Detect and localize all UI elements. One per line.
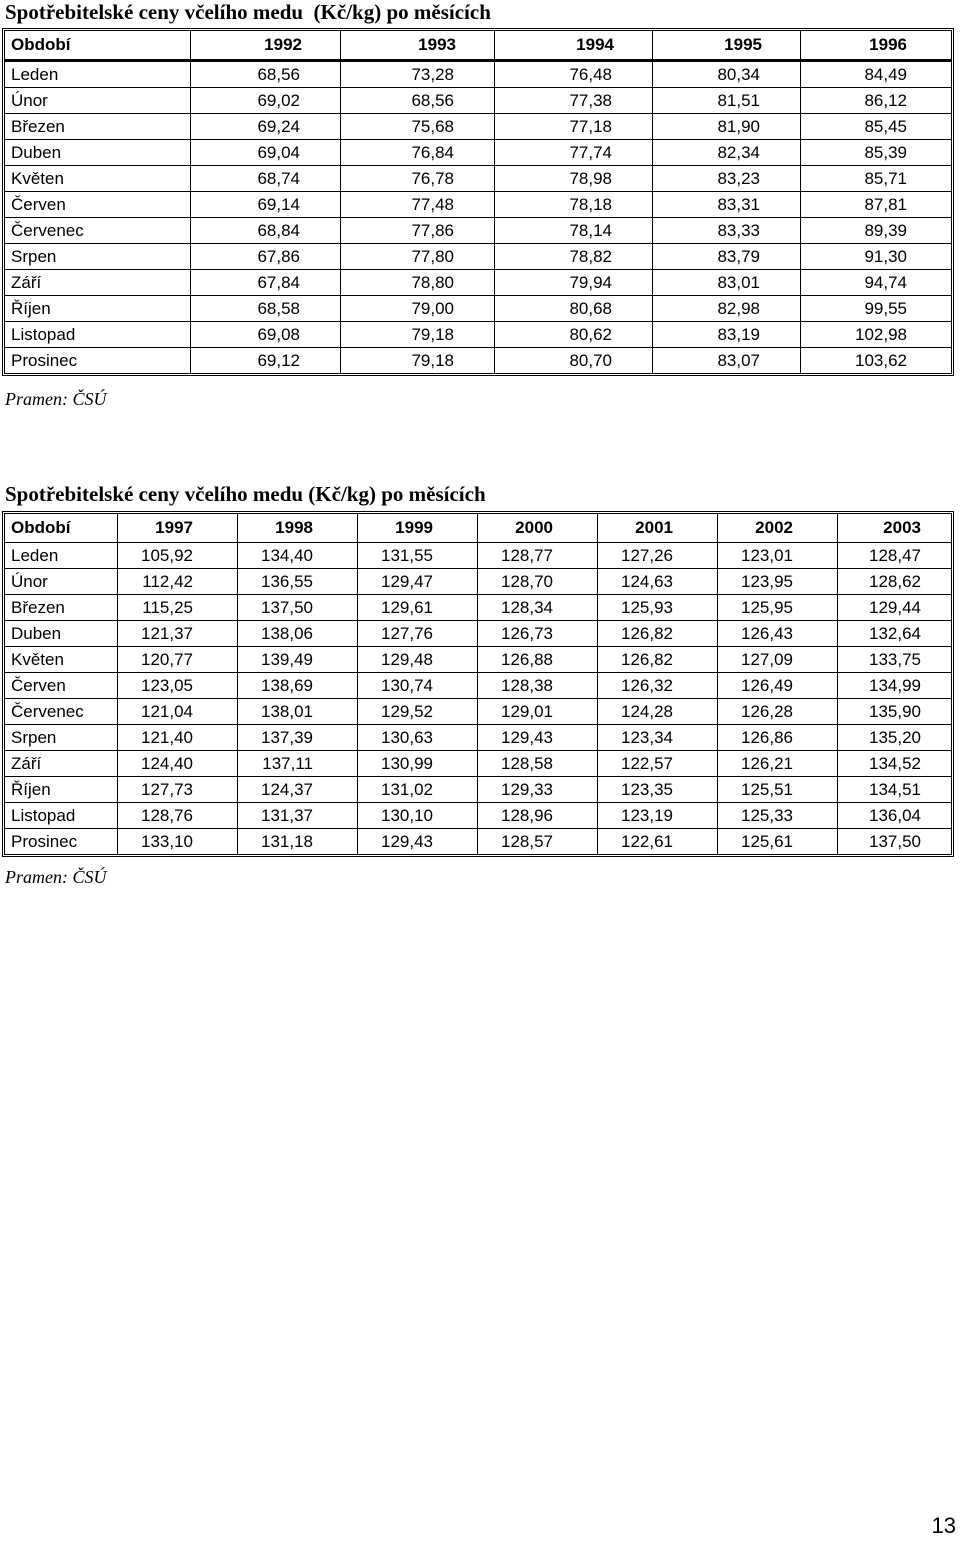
price-cell: 77,38 (495, 88, 653, 114)
header-year: 2000 (478, 514, 598, 543)
price-cell: 123,19 (598, 803, 718, 829)
header-year: 1999 (358, 514, 478, 543)
price-cell: 130,10 (358, 803, 478, 829)
price-cell: 139,49 (238, 647, 358, 673)
table-row (5, 673, 951, 699)
price-cell: 81,90 (653, 114, 801, 140)
price-cell: 121,37 (118, 621, 238, 647)
price-cell: 123,01 (718, 543, 838, 569)
price-cell: 126,32 (598, 673, 718, 699)
month-cell: Říjen (5, 296, 191, 322)
price-cell: 129,61 (358, 595, 478, 621)
price-cell: 128,34 (478, 595, 598, 621)
price-cell: 131,37 (238, 803, 358, 829)
price-cell: 68,56 (341, 88, 495, 114)
price-cell: 83,79 (653, 244, 801, 270)
price-cell: 126,82 (598, 621, 718, 647)
price-cell: 130,74 (358, 673, 478, 699)
table-row (5, 244, 951, 270)
price-cell: 77,18 (495, 114, 653, 140)
price-cell: 77,80 (341, 244, 495, 270)
table-row (5, 88, 951, 114)
table-row (5, 348, 951, 373)
price-cell: 78,82 (495, 244, 653, 270)
price-cell: 81,51 (653, 88, 801, 114)
table-row (5, 829, 951, 854)
price-cell: 67,84 (191, 270, 341, 296)
table-row (5, 621, 951, 647)
price-cell: 120,77 (118, 647, 238, 673)
price-cell: 83,31 (653, 192, 801, 218)
table-row (5, 270, 951, 296)
price-cell: 134,51 (838, 777, 951, 803)
price-cell: 128,47 (838, 543, 951, 569)
price-cell: 129,47 (358, 569, 478, 595)
price-cell: 78,80 (341, 270, 495, 296)
month-cell: Červenec (5, 699, 118, 725)
price-cell: 126,88 (478, 647, 598, 673)
month-cell: Prosinec (5, 348, 191, 373)
price-cell: 124,37 (238, 777, 358, 803)
table-row (5, 595, 951, 621)
header-year: 1995 (653, 31, 801, 60)
price-cell: 80,70 (495, 348, 653, 373)
price-cell: 131,18 (238, 829, 358, 854)
price-table-1997-2003 (2, 511, 954, 857)
price-cell: 124,40 (118, 751, 238, 777)
price-cell: 122,61 (598, 829, 718, 854)
price-cell: 68,56 (191, 60, 341, 88)
price-cell: 121,40 (118, 725, 238, 751)
price-cell: 105,92 (118, 543, 238, 569)
price-cell: 78,18 (495, 192, 653, 218)
price-cell: 126,43 (718, 621, 838, 647)
price-cell: 138,06 (238, 621, 358, 647)
header-year: 1998 (238, 514, 358, 543)
month-cell: Únor (5, 88, 191, 114)
price-cell: 125,51 (718, 777, 838, 803)
price-cell: 77,48 (341, 192, 495, 218)
table-row (5, 647, 951, 673)
header-year: 2002 (718, 514, 838, 543)
price-cell: 134,40 (238, 543, 358, 569)
price-cell: 138,69 (238, 673, 358, 699)
price-cell: 125,93 (598, 595, 718, 621)
header-year: 1996 (801, 31, 951, 60)
month-cell: Listopad (5, 322, 191, 348)
price-cell: 128,96 (478, 803, 598, 829)
table-row (5, 322, 951, 348)
price-cell: 89,39 (801, 218, 951, 244)
price-cell: 83,01 (653, 270, 801, 296)
header-period: Období (5, 31, 191, 60)
price-cell: 125,95 (718, 595, 838, 621)
price-cell: 129,48 (358, 647, 478, 673)
price-cell: 112,42 (118, 569, 238, 595)
price-cell: 126,28 (718, 699, 838, 725)
price-cell: 132,64 (838, 621, 951, 647)
price-cell: 129,52 (358, 699, 478, 725)
month-cell: Březen (5, 595, 118, 621)
month-cell: Červen (5, 192, 191, 218)
price-cell: 79,18 (341, 322, 495, 348)
month-cell: Únor (5, 569, 118, 595)
month-cell: Leden (5, 543, 118, 569)
price-cell: 83,07 (653, 348, 801, 373)
price-cell: 124,28 (598, 699, 718, 725)
price-cell: 102,98 (801, 322, 951, 348)
price-cell: 125,33 (718, 803, 838, 829)
table-row (5, 192, 951, 218)
price-cell: 129,01 (478, 699, 598, 725)
price-cell: 134,99 (838, 673, 951, 699)
price-cell: 123,95 (718, 569, 838, 595)
price-cell: 79,18 (341, 348, 495, 373)
table-row (5, 543, 951, 569)
month-cell: Říjen (5, 777, 118, 803)
price-cell: 128,57 (478, 829, 598, 854)
price-cell: 79,00 (341, 296, 495, 322)
price-cell: 128,76 (118, 803, 238, 829)
table-row (5, 60, 951, 88)
price-cell: 82,98 (653, 296, 801, 322)
price-cell: 86,12 (801, 88, 951, 114)
month-cell: Leden (5, 60, 191, 88)
table-row (5, 218, 951, 244)
price-cell: 133,10 (118, 829, 238, 854)
price-cell: 122,57 (598, 751, 718, 777)
price-cell: 131,55 (358, 543, 478, 569)
price-cell: 128,62 (838, 569, 951, 595)
header-year: 1993 (341, 31, 495, 60)
table-row (5, 166, 951, 192)
table1-source: Pramen: ČSÚ (5, 389, 107, 409)
price-cell: 67,86 (191, 244, 341, 270)
price-cell: 94,74 (801, 270, 951, 296)
price-cell: 127,73 (118, 777, 238, 803)
price-cell: 129,44 (838, 595, 951, 621)
table-header-row (5, 31, 951, 60)
price-cell: 130,99 (358, 751, 478, 777)
header-period: Období (5, 514, 118, 543)
price-cell: 123,35 (598, 777, 718, 803)
price-cell: 127,26 (598, 543, 718, 569)
month-cell: Listopad (5, 803, 118, 829)
month-cell: Květen (5, 647, 118, 673)
price-cell: 126,21 (718, 751, 838, 777)
price-cell: 69,08 (191, 322, 341, 348)
header-year: 1997 (118, 514, 238, 543)
table-row (5, 803, 951, 829)
price-cell: 137,50 (238, 595, 358, 621)
header-year: 2001 (598, 514, 718, 543)
price-cell: 133,75 (838, 647, 951, 673)
price-cell: 77,86 (341, 218, 495, 244)
price-cell: 83,33 (653, 218, 801, 244)
table2-source: Pramen: ČSÚ (5, 867, 107, 887)
month-cell: Prosinec (5, 829, 118, 854)
price-cell: 68,74 (191, 166, 341, 192)
price-cell: 79,94 (495, 270, 653, 296)
price-cell: 82,34 (653, 140, 801, 166)
price-cell: 69,02 (191, 88, 341, 114)
price-cell: 91,30 (801, 244, 951, 270)
price-cell: 85,71 (801, 166, 951, 192)
price-cell: 126,82 (598, 647, 718, 673)
price-cell: 128,38 (478, 673, 598, 699)
price-cell: 137,11 (238, 751, 358, 777)
price-cell: 75,68 (341, 114, 495, 140)
price-cell: 69,04 (191, 140, 341, 166)
price-cell: 80,34 (653, 60, 801, 88)
price-cell: 115,25 (118, 595, 238, 621)
price-cell: 128,70 (478, 569, 598, 595)
price-cell: 129,43 (358, 829, 478, 854)
price-cell: 78,98 (495, 166, 653, 192)
month-cell: Září (5, 270, 191, 296)
price-cell: 80,68 (495, 296, 653, 322)
price-cell: 68,84 (191, 218, 341, 244)
price-cell: 127,76 (358, 621, 478, 647)
price-cell: 128,58 (478, 751, 598, 777)
header-year: 1994 (495, 31, 653, 60)
price-cell: 85,45 (801, 114, 951, 140)
price-table-1992-1996 (2, 28, 954, 376)
table-row (5, 296, 951, 322)
price-cell: 131,02 (358, 777, 478, 803)
price-cell: 135,20 (838, 725, 951, 751)
price-cell: 78,14 (495, 218, 653, 244)
price-cell: 128,77 (478, 543, 598, 569)
price-cell: 87,81 (801, 192, 951, 218)
price-cell: 121,04 (118, 699, 238, 725)
month-cell: Březen (5, 114, 191, 140)
table1-title: Spotřebitelské ceny včelího medu (Kč/kg) po měsících (5, 0, 491, 24)
price-cell: 136,04 (838, 803, 951, 829)
price-cell: 76,84 (341, 140, 495, 166)
price-cell: 83,23 (653, 166, 801, 192)
table-row (5, 699, 951, 725)
price-cell: 137,50 (869, 832, 921, 851)
price-cell: 76,48 (495, 60, 653, 88)
header-year: 2003 (838, 514, 951, 543)
price-cell: 103,62 (855, 351, 907, 370)
price-cell: 69,24 (191, 114, 341, 140)
table-row (5, 114, 951, 140)
price-cell: 80,62 (495, 322, 653, 348)
price-cell: 135,90 (838, 699, 951, 725)
price-cell: 123,05 (118, 673, 238, 699)
price-cell: 127,09 (718, 647, 838, 673)
month-cell: Duben (5, 621, 118, 647)
price-cell: 123,34 (598, 725, 718, 751)
price-cell: 124,63 (598, 569, 718, 595)
table2-title: Spotřebitelské ceny včelího medu (Kč/kg) po měsících (5, 482, 486, 506)
month-cell: Srpen (5, 725, 118, 751)
price-cell: 130,63 (358, 725, 478, 751)
price-cell: 76,78 (341, 166, 495, 192)
table-row (5, 725, 951, 751)
price-cell: 136,55 (238, 569, 358, 595)
month-cell: Červen (5, 673, 118, 699)
price-cell: 69,14 (191, 192, 341, 218)
price-cell: 83,19 (653, 322, 801, 348)
table-row (5, 140, 951, 166)
price-cell: 137,39 (238, 725, 358, 751)
table-row (5, 777, 951, 803)
price-cell: 68,58 (191, 296, 341, 322)
price-cell: 126,73 (478, 621, 598, 647)
price-cell: 138,01 (238, 699, 358, 725)
price-cell: 126,49 (718, 673, 838, 699)
price-cell: 73,28 (341, 60, 495, 88)
month-cell: Květen (5, 166, 191, 192)
page-number: 13 (931, 1513, 956, 1538)
month-cell: Duben (5, 140, 191, 166)
table-row (5, 569, 951, 595)
price-cell: 99,55 (801, 296, 951, 322)
price-cell: 69,12 (191, 348, 341, 373)
month-cell: Září (5, 751, 118, 777)
table-header-row (5, 514, 951, 543)
price-cell: 126,86 (718, 725, 838, 751)
price-cell: 134,52 (838, 751, 951, 777)
price-cell: 125,61 (718, 829, 838, 854)
month-cell: Červenec (5, 218, 191, 244)
price-cell: 85,39 (801, 140, 951, 166)
price-cell: 84,49 (801, 60, 951, 88)
price-cell: 77,74 (495, 140, 653, 166)
month-cell: Srpen (5, 244, 191, 270)
header-year: 1992 (191, 31, 341, 60)
table-row (5, 751, 951, 777)
price-cell: 129,33 (478, 777, 598, 803)
price-cell: 129,43 (478, 725, 598, 751)
